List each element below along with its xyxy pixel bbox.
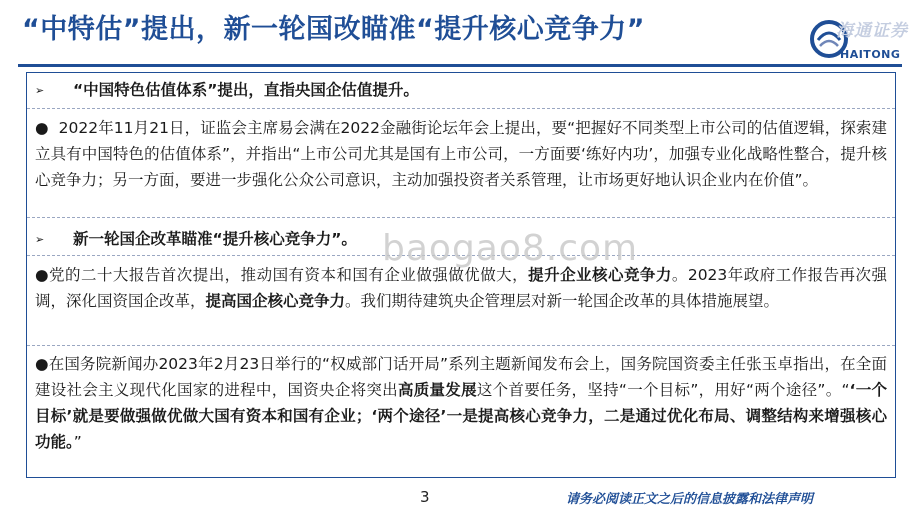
page-number: 3 bbox=[420, 488, 430, 506]
dot-bullet-icon: ● bbox=[35, 266, 49, 284]
paragraph-text: ” bbox=[73, 433, 82, 451]
paragraph-text: 党的二十大报告首次提出，推动国有资本和国有企业做强做优做大， bbox=[49, 266, 529, 284]
divider bbox=[27, 108, 895, 109]
bold-phrase: ‘一个目标’就是要做强做优做大国有资本和国有企业；‘两个途径’一是提高核心竞争力，二是通过优化布局、调整结构来增强核心功能。 bbox=[35, 381, 887, 451]
bold-phrase: 高质量发展 bbox=[397, 381, 477, 399]
paragraph-speech bbox=[35, 115, 887, 193]
paragraph-text: 。我们期待建筑央企管理层对新一轮国企改革的具体措施展望。 bbox=[345, 292, 780, 310]
title-rule bbox=[18, 64, 902, 67]
paragraph-congress-report bbox=[35, 262, 887, 314]
dot-bullet-icon: ● bbox=[35, 355, 49, 373]
arrow-bullet-icon: ➢ bbox=[35, 233, 45, 246]
content-box bbox=[26, 72, 896, 478]
heading-text: 新一轮国企改革瞄准“提升核心竞争力”。 bbox=[73, 230, 357, 248]
divider bbox=[27, 345, 895, 346]
paragraph-text: 这个首要任务，坚持“一个目标”，用好“两个途径”。“ bbox=[476, 381, 850, 399]
bold-phrase: 提升企业核心竞争力 bbox=[528, 266, 672, 284]
divider bbox=[27, 217, 895, 218]
paragraph-text: 在国务院新闻办2023年2月23日举行的“权威部门话开局”系列主题新闻发布会上，国务院国资委主任张玉卓指出，在全面建设社会主义现代化国家的进程中，国资央企将突出 bbox=[35, 355, 887, 399]
section-heading-1 bbox=[35, 77, 887, 104]
paragraph-sasac-press bbox=[35, 351, 887, 455]
haitong-logo bbox=[810, 14, 910, 64]
slide-title: “中特估”提出，新一轮国改瞄准“提升核心竞争力” bbox=[22, 14, 645, 45]
logo-name-en: HAITONG bbox=[840, 48, 901, 61]
footer-disclaimer: 请务必阅读正文之后的信息披露和法律声明 bbox=[566, 492, 814, 507]
heading-text: “中国特色估值体系”提出，直指央国企估值提升。 bbox=[73, 81, 419, 99]
logo-name-cn: 海通证券 bbox=[836, 21, 908, 41]
paragraph-text: 2022年11月21日，证监会主席易会满在2022金融街论坛年会上提出，要“把握好不同类型上市公司的估值逻辑，探索建立具有中国特色的估值体系”，并指出“上市公司尤其是国有上市公司，一方面要‘练好内功’，加强专业化战略性整合，提升核心竞争力；另一方面，要进一步强化公众公司意识，主动加强投资者关系管理，让市场更好地认识企业内在价值”。 bbox=[35, 119, 888, 189]
watermark: baogao8.com bbox=[382, 228, 639, 269]
paragraph-text: 。2023年政府工作报告再次强调，深化国资国企改革， bbox=[35, 266, 887, 310]
arrow-bullet-icon: ➢ bbox=[35, 84, 45, 97]
dot-bullet-icon: ● bbox=[35, 119, 49, 137]
bold-phrase: 提高国企核心竞争力 bbox=[205, 292, 346, 310]
